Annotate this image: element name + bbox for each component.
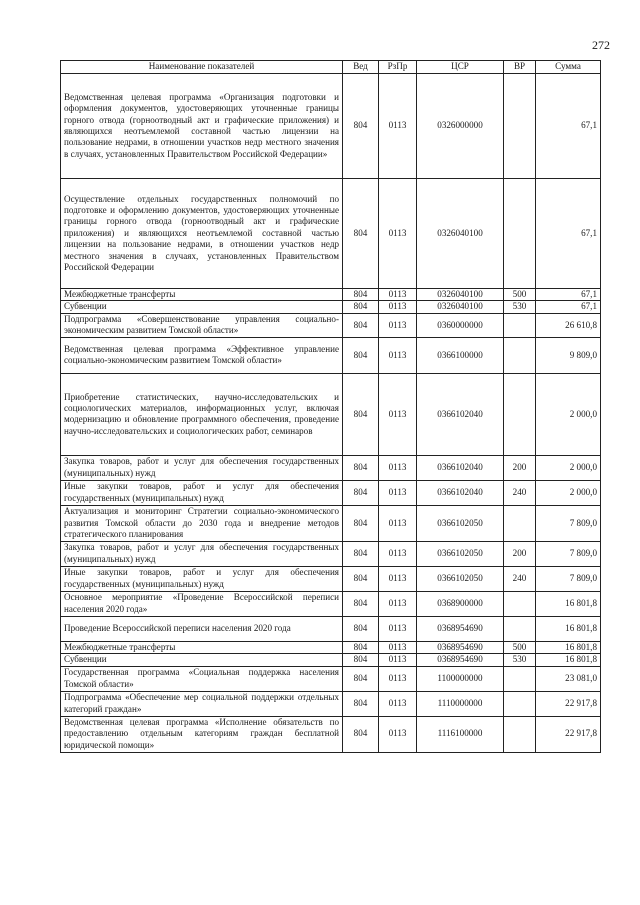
row-name: Закупка товаров, работ и услуг для обеспечения государственных (муниципальных) нужд bbox=[61, 541, 343, 566]
table-row bbox=[61, 480, 601, 505]
row-ved: 804 bbox=[343, 505, 379, 541]
table-row bbox=[61, 337, 601, 373]
row-csr: 0326040100 bbox=[417, 289, 504, 301]
row-sum: 16 801,8 bbox=[536, 616, 601, 641]
row-name: Государственная программа «Социальная поддержка населения Томской области» bbox=[61, 666, 343, 691]
table-row bbox=[61, 641, 601, 653]
header-csr: ЦСР bbox=[417, 61, 504, 74]
row-csr: 0368954690 bbox=[417, 616, 504, 641]
row-sum: 2 000,0 bbox=[536, 480, 601, 505]
row-vr bbox=[504, 313, 536, 337]
row-ved: 804 bbox=[343, 373, 379, 455]
table-row bbox=[61, 74, 601, 179]
row-csr: 0366100000 bbox=[417, 337, 504, 373]
row-sum: 23 081,0 bbox=[536, 666, 601, 691]
table-row bbox=[61, 591, 601, 616]
row-name: Межбюджетные трансферты bbox=[61, 289, 343, 301]
row-name: Субвенции bbox=[61, 654, 343, 666]
row-ved: 804 bbox=[343, 313, 379, 337]
row-rzpr: 0113 bbox=[379, 337, 417, 373]
row-name: Проведение Всероссийской переписи населения 2020 года bbox=[61, 616, 343, 641]
row-ved: 804 bbox=[343, 666, 379, 691]
row-rzpr: 0113 bbox=[379, 289, 417, 301]
row-rzpr: 0113 bbox=[379, 654, 417, 666]
row-rzpr: 0113 bbox=[379, 541, 417, 566]
row-vr: 530 bbox=[504, 654, 536, 666]
row-ved: 804 bbox=[343, 716, 379, 752]
row-rzpr: 0113 bbox=[379, 301, 417, 313]
row-ved: 804 bbox=[343, 301, 379, 313]
table-row bbox=[61, 616, 601, 641]
row-rzpr: 0113 bbox=[379, 591, 417, 616]
row-name: Приобретение статистических, научно-исследовательских и социологических материалов, информационных услуг, включая модернизацию и обновление программного обеспечения, проведение научно-исследовательских и социологических работ, семинаров bbox=[61, 373, 343, 455]
row-name: Подпрограмма «Совершенствование управления социально-экономическим развитием Томской области» bbox=[61, 313, 343, 337]
row-name: Осуществление отдельных государственных полномочий по подготовке и оформлению документов, удостоверяющих уточненные границы горного отвода (горноотводный акт и графические приложения) и являющихся неотъемлемой составной частью лицензии на пользование недрами, в отношении участков недр местного значения в случаях, установленных Правительством Российской Федерации bbox=[61, 179, 343, 289]
row-sum: 7 809,0 bbox=[536, 566, 601, 591]
row-rzpr: 0113 bbox=[379, 313, 417, 337]
row-rzpr: 0113 bbox=[379, 666, 417, 691]
row-vr bbox=[504, 337, 536, 373]
header-rzpr: РзПр bbox=[379, 61, 417, 74]
row-vr: 530 bbox=[504, 301, 536, 313]
row-name: Субвенции bbox=[61, 301, 343, 313]
row-ved: 804 bbox=[343, 179, 379, 289]
row-name: Основное мероприятие «Проведение Всероссийской переписи населения 2020 года» bbox=[61, 591, 343, 616]
row-ved: 804 bbox=[343, 480, 379, 505]
row-csr: 0368900000 bbox=[417, 591, 504, 616]
row-csr: 0368954690 bbox=[417, 654, 504, 666]
table-row bbox=[61, 716, 601, 752]
budget-table bbox=[60, 60, 601, 753]
row-vr bbox=[504, 666, 536, 691]
row-name: Иные закупки товаров, работ и услуг для обеспечения государственных (муниципальных) нужд bbox=[61, 566, 343, 591]
row-csr: 1116100000 bbox=[417, 716, 504, 752]
row-rzpr: 0113 bbox=[379, 373, 417, 455]
table-row bbox=[61, 691, 601, 716]
table-row bbox=[61, 666, 601, 691]
row-sum: 16 801,8 bbox=[536, 654, 601, 666]
row-csr: 0360000000 bbox=[417, 313, 504, 337]
table-row bbox=[61, 541, 601, 566]
table-row bbox=[61, 566, 601, 591]
table-row bbox=[61, 373, 601, 455]
header-vr: ВР bbox=[504, 61, 536, 74]
row-csr: 1110000000 bbox=[417, 691, 504, 716]
row-vr: 200 bbox=[504, 541, 536, 566]
row-csr: 0366102040 bbox=[417, 373, 504, 455]
row-vr: 500 bbox=[504, 641, 536, 653]
row-vr bbox=[504, 716, 536, 752]
row-rzpr: 0113 bbox=[379, 716, 417, 752]
row-sum: 67,1 bbox=[536, 74, 601, 179]
row-vr bbox=[504, 179, 536, 289]
row-vr bbox=[504, 373, 536, 455]
table-row bbox=[61, 654, 601, 666]
row-csr: 0326040100 bbox=[417, 179, 504, 289]
table-row bbox=[61, 313, 601, 337]
row-name: Актуализация и мониторинг Стратегии социально-экономического развития Томской области до 2030 года и внедрение методов стратегического планирования bbox=[61, 505, 343, 541]
row-rzpr: 0113 bbox=[379, 179, 417, 289]
row-ved: 804 bbox=[343, 616, 379, 641]
row-vr bbox=[504, 616, 536, 641]
row-csr: 0366102040 bbox=[417, 455, 504, 480]
row-name: Подпрограмма «Обеспечение мер социальной поддержки отдельных категорий граждан» bbox=[61, 691, 343, 716]
row-ved: 804 bbox=[343, 641, 379, 653]
row-csr: 0326040100 bbox=[417, 301, 504, 313]
row-vr: 500 bbox=[504, 289, 536, 301]
row-csr: 0368954690 bbox=[417, 641, 504, 653]
row-sum: 9 809,0 bbox=[536, 337, 601, 373]
row-ved: 804 bbox=[343, 74, 379, 179]
row-vr bbox=[504, 691, 536, 716]
row-sum: 26 610,8 bbox=[536, 313, 601, 337]
row-name: Иные закупки товаров, работ и услуг для обеспечения государственных (муниципальных) нужд bbox=[61, 480, 343, 505]
row-sum: 67,1 bbox=[536, 179, 601, 289]
row-vr bbox=[504, 591, 536, 616]
row-rzpr: 0113 bbox=[379, 691, 417, 716]
table-row bbox=[61, 289, 601, 301]
row-sum: 7 809,0 bbox=[536, 505, 601, 541]
row-vr bbox=[504, 74, 536, 179]
row-sum: 16 801,8 bbox=[536, 641, 601, 653]
row-rzpr: 0113 bbox=[379, 641, 417, 653]
row-sum: 2 000,0 bbox=[536, 455, 601, 480]
row-rzpr: 0113 bbox=[379, 480, 417, 505]
row-sum: 2 000,0 bbox=[536, 373, 601, 455]
row-rzpr: 0113 bbox=[379, 505, 417, 541]
row-csr: 1100000000 bbox=[417, 666, 504, 691]
row-rzpr: 0113 bbox=[379, 455, 417, 480]
row-name: Межбюджетные трансферты bbox=[61, 641, 343, 653]
row-name: Закупка товаров, работ и услуг для обеспечения государственных (муниципальных) нужд bbox=[61, 455, 343, 480]
row-rzpr: 0113 bbox=[379, 74, 417, 179]
table-row bbox=[61, 179, 601, 289]
row-ved: 804 bbox=[343, 566, 379, 591]
table-row bbox=[61, 301, 601, 313]
row-csr: 0326000000 bbox=[417, 74, 504, 179]
row-vr: 240 bbox=[504, 480, 536, 505]
row-csr: 0366102050 bbox=[417, 541, 504, 566]
row-vr: 240 bbox=[504, 566, 536, 591]
row-ved: 804 bbox=[343, 654, 379, 666]
header-name: Наименование показателей bbox=[61, 61, 343, 74]
row-sum: 67,1 bbox=[536, 289, 601, 301]
row-csr: 0366102050 bbox=[417, 505, 504, 541]
row-ved: 804 bbox=[343, 541, 379, 566]
table-row bbox=[61, 455, 601, 480]
row-vr: 200 bbox=[504, 455, 536, 480]
row-name: Ведомственная целевая программа «Организация подготовки и оформления документов, удостоверяющих уточненные границы горного отвода (горноотводный акт и графические приложения) и являющихся неотъемлемой составной частью лицензии на пользование недрами, в отношении участков недр местного значения в случаях, установленных Правительством Российской Федерации» bbox=[61, 74, 343, 179]
page-number: 272 bbox=[592, 38, 610, 52]
row-name: Ведомственная целевая программа «Эффективное управление социально-экономическим развитием Томской области» bbox=[61, 337, 343, 373]
row-sum: 22 917,8 bbox=[536, 691, 601, 716]
header-sum: Сумма bbox=[536, 61, 601, 74]
row-sum: 7 809,0 bbox=[536, 541, 601, 566]
row-ved: 804 bbox=[343, 337, 379, 373]
row-ved: 804 bbox=[343, 591, 379, 616]
row-sum: 67,1 bbox=[536, 301, 601, 313]
header-ved: Вед bbox=[343, 61, 379, 74]
row-csr: 0366102050 bbox=[417, 566, 504, 591]
row-vr bbox=[504, 505, 536, 541]
row-ved: 804 bbox=[343, 455, 379, 480]
row-rzpr: 0113 bbox=[379, 566, 417, 591]
row-sum: 22 917,8 bbox=[536, 716, 601, 752]
table-row bbox=[61, 505, 601, 541]
row-csr: 0366102040 bbox=[417, 480, 504, 505]
row-ved: 804 bbox=[343, 691, 379, 716]
row-sum: 16 801,8 bbox=[536, 591, 601, 616]
row-ved: 804 bbox=[343, 289, 379, 301]
row-rzpr: 0113 bbox=[379, 616, 417, 641]
table-header-row bbox=[61, 61, 601, 74]
row-name: Ведомственная целевая программа «Исполнение обязательств по предоставлению отдельным категориям граждан бесплатной юридической помощи» bbox=[61, 716, 343, 752]
